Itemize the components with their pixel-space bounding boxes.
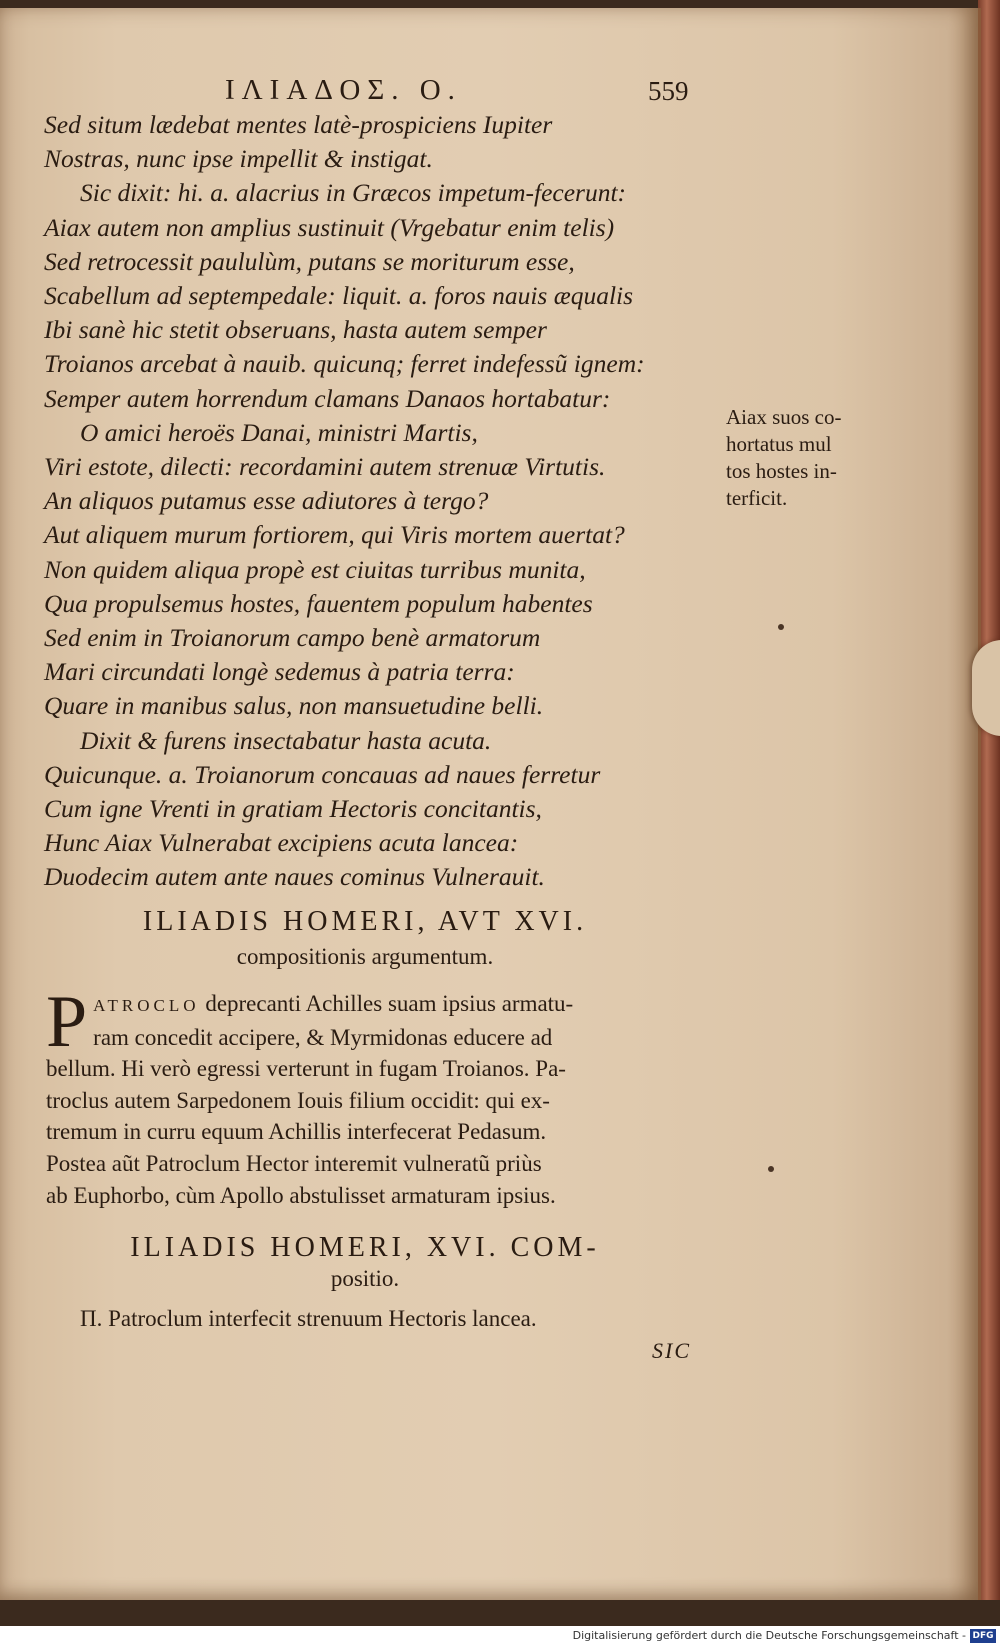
heading-title: ILIADIS HOMERI, XVI. COM-: [130, 1232, 600, 1263]
argument-line-text: deprecanti Achilles suam ipsius armatu-: [199, 991, 574, 1016]
summary-line: Π. Patroclum interfecit strenuum Hectoris lancea.: [80, 1306, 537, 1331]
heading-title: ILIADIS HOMERI, AVT XVI.: [142, 906, 588, 937]
catchword: SIC: [652, 1338, 691, 1363]
verse-line: Nostras, nunc ipse impellit & instigat.: [44, 144, 433, 174]
margin-note-line: hortatus mul: [726, 432, 832, 456]
verse-line: Dixit & furens insectabatur hasta acuta.: [80, 725, 492, 755]
argument-line: [46, 988, 714, 1022]
heading-subtitle: positio.: [330, 1266, 400, 1291]
verse-line: Non quidem aliqua propè est ciuitas turribus munita,: [44, 554, 586, 584]
argument-line: troclus autem Sarpedonem Iouis filium occidit: qui ex-: [46, 1087, 550, 1113]
verse-line: Sic dixit: hi. a. alacrius in Græcos impetum-fecerunt:: [80, 178, 627, 208]
verse-line: O amici heroës Danai, ministri Martis,: [80, 417, 478, 447]
book-page: [0, 8, 981, 1600]
verse-line: Aut aliquem murum fortiorem, qui Viris mortem auertat?: [44, 520, 625, 550]
page-tab: [972, 640, 1000, 736]
verse-line: Sed situm lædebat mentes latè-prospiciens Iupiter: [44, 110, 553, 139]
book-edge: [978, 0, 1000, 1600]
digitization-footer: [0, 1626, 1000, 1647]
verse-block: [44, 108, 724, 895]
argument-paragraph: [46, 981, 714, 1211]
verse-line: Semper autem horrendum clamans Danaos hortabatur:: [44, 383, 611, 413]
argument-line: Postea aũt Patroclum Hector interemit vulneratũ priùs: [46, 1150, 542, 1176]
verse-line: Mari circundati longè sedemus à patria terra:: [44, 657, 515, 687]
verse-line: Ibi sanè hic stetit obseruans, hasta autem semper: [44, 315, 547, 345]
opening-small-caps: ATROCLO: [93, 996, 200, 1015]
verse-line: Cum igne Vrenti in gratiam Hectoris concitantis,: [44, 794, 542, 824]
verse-line: Qua propulsemus hostes, fauentem populum habentes: [44, 588, 593, 618]
drop-cap: P: [46, 981, 88, 1063]
heading-subtitle: compositionis argumentum.: [236, 944, 494, 969]
running-title: ΙΛΙΑΔΟΣ. Ο.: [225, 74, 462, 106]
verse-line: Troianos arcebat à nauib. quicunq; ferret indefessũ ignem:: [44, 349, 645, 379]
margin-note-line: tos hostes in-: [726, 459, 837, 483]
margin-note-line: Aiax suos co-: [726, 405, 842, 429]
argument-line: tremum in curru equum Achillis interfecerat Pedasum.: [46, 1119, 547, 1145]
argument-line: ab Euphorbo, cùm Apollo abstulisset armaturam ipsius.: [46, 1182, 556, 1208]
dfg-logo-icon: DFG: [970, 1629, 996, 1643]
verse-line: Duodecim autem ante naues cominus Vulnerauit.: [44, 862, 545, 892]
verse-line: Quare in manibus salus, non mansuetudine belli.: [44, 691, 544, 721]
argument-line: bellum. Hi verò egressi verterunt in fugam Troianos. Pa-: [46, 1056, 566, 1082]
margin-note: [726, 404, 886, 512]
verse-line: Hunc Aiax Vulnerabat excipiens acuta lancea:: [44, 828, 519, 858]
verse-line: An aliquos putamus esse adiutores à tergo?: [44, 486, 489, 516]
margin-note-line: terficit.: [726, 486, 788, 510]
ink-speck: [778, 624, 784, 630]
verse-line: Sed retrocessit paululùm, putans se moriturum esse,: [44, 246, 575, 276]
argument-line: ram concedit accipere, & Myrmidonas educere ad: [93, 1024, 553, 1050]
verse-line: Sed enim in Troianorum campo benè armatorum: [44, 623, 541, 653]
verse-line: Viri estote, dilecti: recordamini autem strenuæ Virtutis.: [44, 452, 606, 482]
section-heading: [40, 1232, 690, 1292]
section-heading: [40, 906, 690, 970]
verse-line: Aiax autem non amplius sustinuit (Vrgebatur enim telis): [44, 212, 615, 242]
page-number: 559: [648, 76, 689, 106]
ink-speck: [768, 1166, 774, 1172]
footer-credit: Digitalisierung gefördert durch die Deutsche Forschungsgemeinschaft -: [572, 1629, 966, 1642]
verse-line: Quicunque. a. Troianorum concauas ad naues ferretur: [44, 759, 601, 789]
verse-line: Scabellum ad septempedale: liquit. a. foros nauis æqualis: [44, 281, 634, 311]
